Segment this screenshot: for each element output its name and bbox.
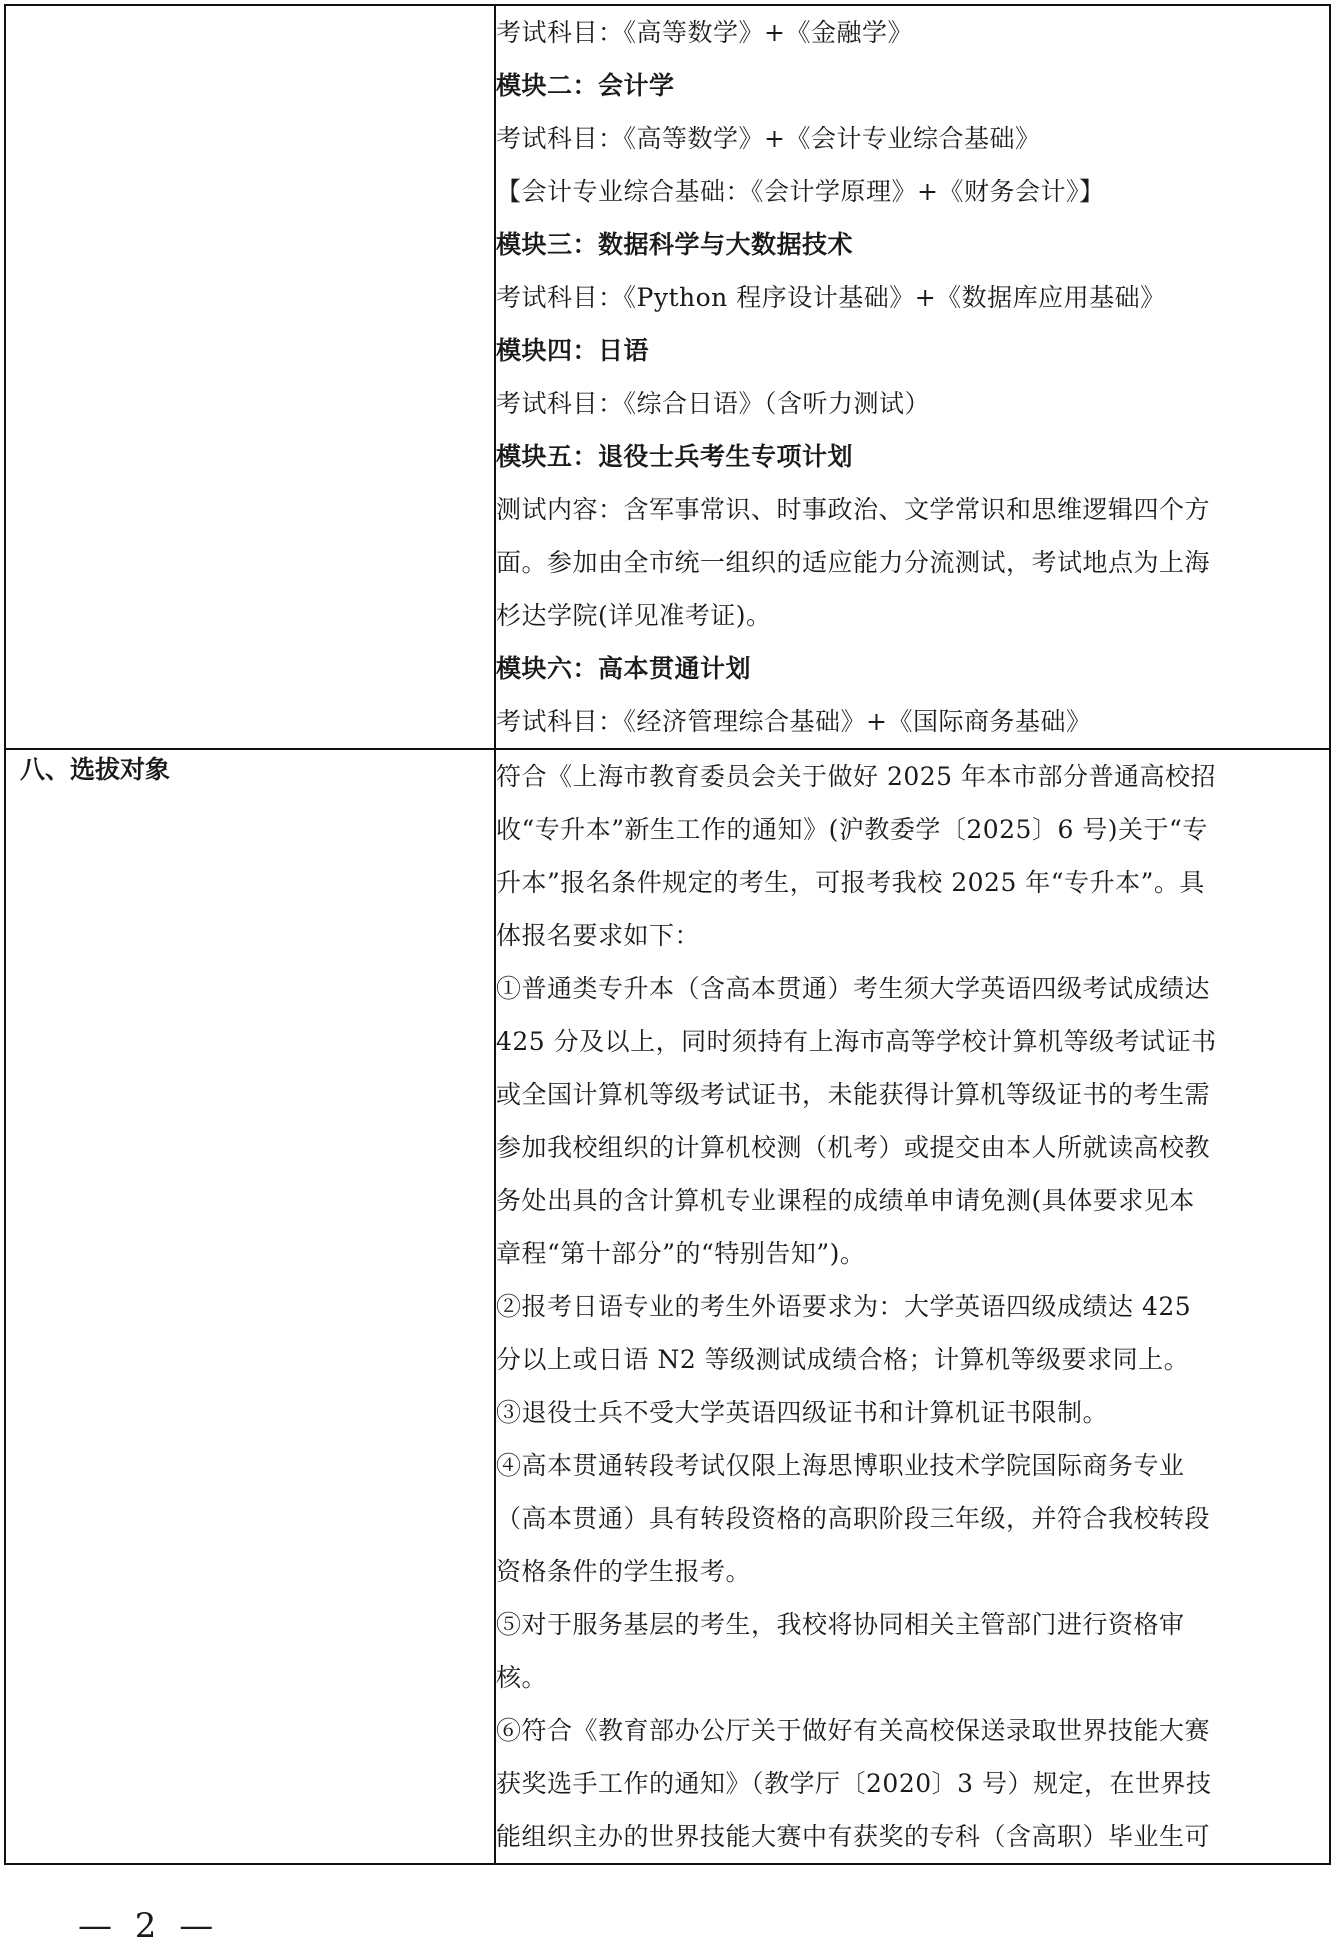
text-line: ⑥符合《教育部办公厅关于做好有关高校保送录取世界技能大赛 bbox=[496, 1716, 1211, 1745]
text-line: 考试科目：《高等数学》+《金融学》 bbox=[496, 18, 913, 47]
text-line: 能组织主办的世界技能大赛中有获奖的专科（含高职）毕业生可 bbox=[496, 1822, 1211, 1851]
text-line: ③退役士兵不受大学英语四级证书和计算机证书限制。 bbox=[496, 1398, 1109, 1427]
section-label-cell bbox=[5, 749, 495, 1864]
text-line: ②报考日语专业的考生外语要求为：大学英语四级成绩达 425 bbox=[496, 1292, 1192, 1321]
module-heading: 模块三：数据科学与大数据技术 bbox=[496, 230, 854, 259]
text-line: ⑤对于服务基层的考生，我校将协同相关主管部门进行资格审 bbox=[496, 1610, 1185, 1639]
module-heading: 模块六：高本贯通计划 bbox=[496, 654, 752, 683]
module-heading: 模块二：会计学 bbox=[496, 71, 675, 100]
table-row bbox=[5, 749, 1330, 1864]
document-table bbox=[4, 4, 1331, 1865]
text-line: 考试科目：《经济管理综合基础》+《国际商务基础》 bbox=[496, 707, 1092, 736]
text-line: 章程“第十部分”的“特别告知”)。 bbox=[496, 1239, 866, 1268]
module-heading: 模块五：退役士兵考生专项计划 bbox=[496, 442, 854, 471]
eligibility-cell bbox=[495, 749, 1330, 1864]
text-line: 考试科目：《综合日语》（含听力测试） bbox=[496, 389, 931, 418]
text-line: 符合《上海市教育委员会关于做好 2025 年本市部分普通高校招 bbox=[496, 762, 1217, 791]
text-line: 【会计专业综合基础：《会计学原理》+《财务会计》】 bbox=[496, 177, 1105, 206]
text-line: 杉达学院(详见准考证)。 bbox=[496, 601, 772, 630]
text-line: 收“专升本”新生工作的通知》(沪教委学〔2025〕6 号)关于“专 bbox=[496, 815, 1208, 844]
text-line: 资格条件的学生报考。 bbox=[496, 1557, 752, 1586]
text-line: 核。 bbox=[496, 1663, 548, 1692]
text-line: 参加我校组织的计算机校测（机考）或提交由本人所就读高校教 bbox=[496, 1133, 1211, 1162]
text-line: 升本”报名条件规定的考生，可报考我校 2025 年“专升本”。具 bbox=[496, 868, 1205, 897]
page-number: — 2 — bbox=[78, 1906, 220, 1946]
text-line: ①普通类专升本（含高本贯通）考生须大学英语四级考试成绩达 bbox=[496, 974, 1211, 1003]
text-line: 425 分及以上，同时须持有上海市高等学校计算机等级考试证书 bbox=[496, 1027, 1217, 1056]
text-line: 获奖选手工作的通知》（教学厅〔2020〕3 号）规定，在世界技 bbox=[496, 1769, 1212, 1798]
text-line: 务处出具的含计算机专业课程的成绩单申请免测(具体要求见本 bbox=[496, 1186, 1195, 1215]
text-line: 分以上或日语 N2 等级测试成绩合格；计算机等级要求同上。 bbox=[496, 1345, 1190, 1374]
text-line: 考试科目：《Python 程序设计基础》+《数据库应用基础》 bbox=[496, 283, 1166, 312]
module-heading: 模块四：日语 bbox=[496, 336, 650, 365]
text-line: （高本贯通）具有转段资格的高职阶段三年级，并符合我校转段 bbox=[496, 1504, 1211, 1533]
section-label: 八、选拔对象 bbox=[20, 755, 171, 784]
text-line: ④高本贯通转段考试仅限上海思博职业技术学院国际商务专业 bbox=[496, 1451, 1185, 1480]
text-line: 体报名要求如下： bbox=[496, 921, 701, 950]
text-line: 测试内容：含军事常识、时事政治、文学常识和思维逻辑四个方 bbox=[496, 495, 1211, 524]
text-line: 面。参加由全市统一组织的适应能力分流测试，考试地点为上海 bbox=[496, 548, 1211, 577]
text-line: 考试科目：《高等数学》+《会计专业综合基础》 bbox=[496, 124, 1041, 153]
exam-modules-cell bbox=[495, 5, 1330, 749]
left-cell-empty bbox=[5, 5, 495, 749]
text-line: 或全国计算机等级考试证书，未能获得计算机等级证书的考生需 bbox=[496, 1080, 1211, 1109]
table-row bbox=[5, 5, 1330, 749]
